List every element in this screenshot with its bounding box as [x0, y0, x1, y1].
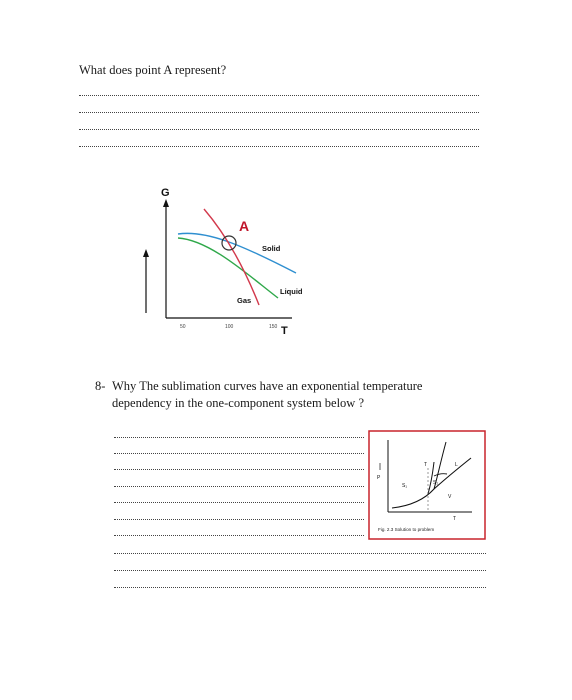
- triple-point-label: T: [424, 462, 428, 468]
- x-tick-label: 150: [269, 324, 278, 330]
- region-s2-label: S₂: [433, 480, 439, 486]
- region-solid-label: S₁: [402, 483, 408, 489]
- x-axis-label: T: [281, 325, 288, 337]
- region-vapor-label: V: [448, 494, 452, 500]
- question-1-text: What does point A represent?: [79, 63, 227, 77]
- question-2-line-2: dependency in the one-component system below ?: [112, 396, 365, 410]
- question-number: 8-: [95, 379, 106, 393]
- question-2-line-1: 8- Why The sublimation curves have an exponential temperature: [95, 379, 423, 393]
- liquid-label: Liquid: [280, 287, 303, 296]
- x-tick-label: 100: [225, 324, 234, 330]
- y-axis-label: G: [161, 187, 170, 199]
- p-axis-label: P: [377, 475, 381, 481]
- figure-frame: [369, 431, 485, 539]
- figure-caption: Fig. 2.3 Solution to problem: [378, 527, 435, 532]
- t-axis-label: T: [453, 516, 457, 522]
- point-a-label: A: [239, 218, 250, 234]
- gas-label: Gas: [237, 296, 252, 305]
- x-tick-label: 50: [180, 324, 186, 330]
- region-liquid-label: L: [455, 462, 458, 468]
- solid-label: Solid: [262, 244, 281, 253]
